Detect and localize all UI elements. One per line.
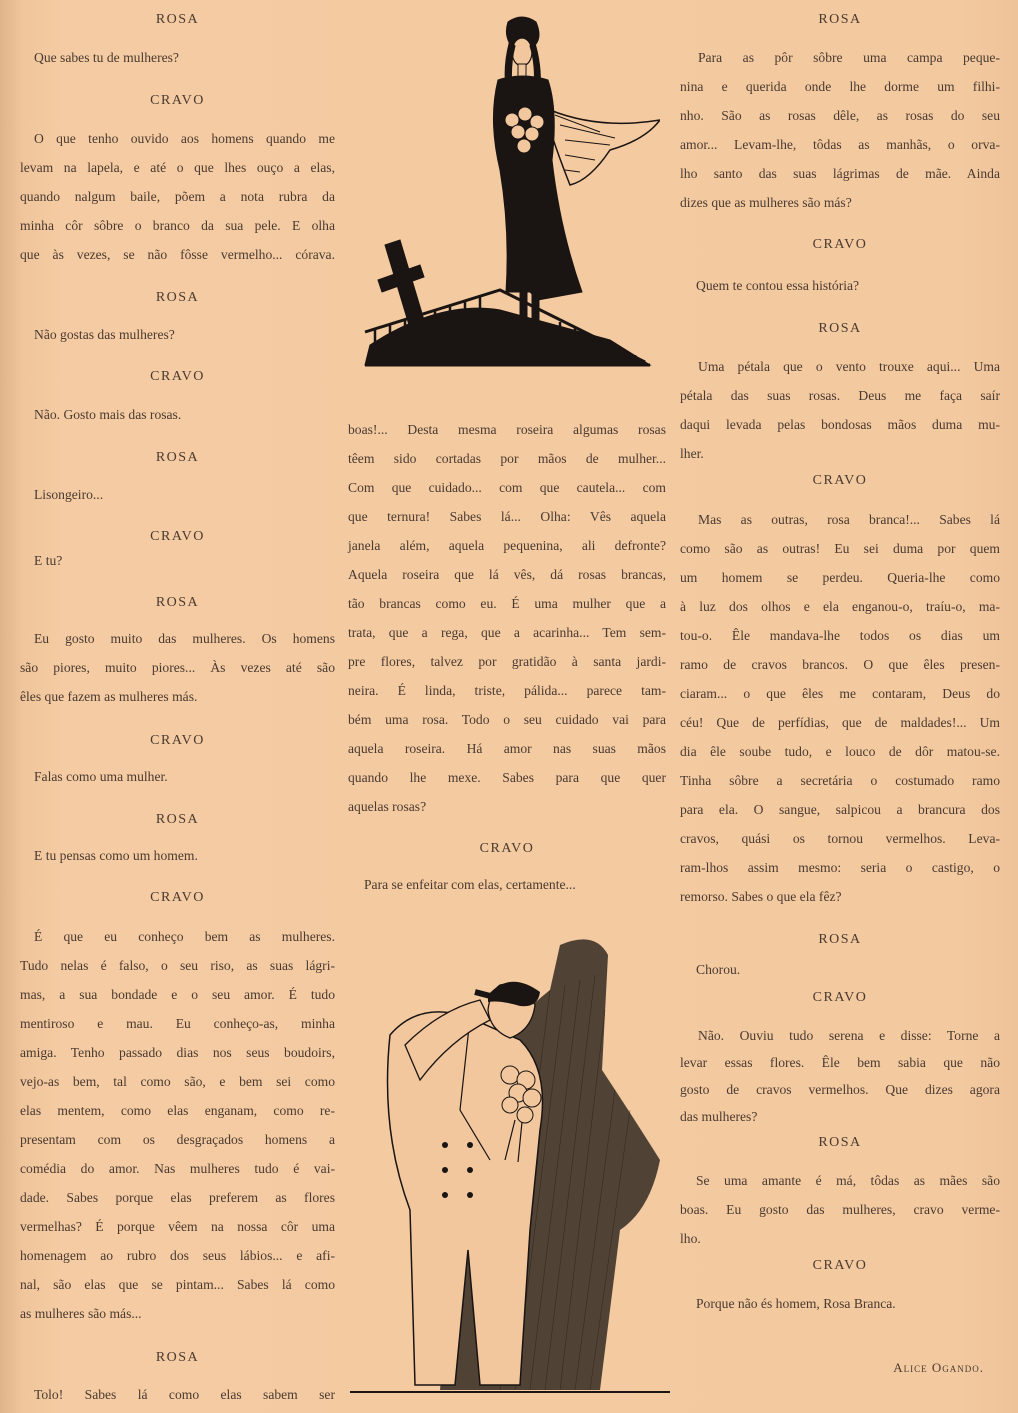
dialogue-line: É que eu conheço bem as mulheres. [34, 929, 335, 944]
dialogue-line: mentiroso e mau. Eu conheço-as, minha [20, 1016, 335, 1031]
speaker-label: ROSA [155, 1350, 200, 1365]
dialogue-line: céu! Que de perfídias, que de maldades!... Um [680, 715, 1000, 730]
dialogue-line: amor... Levam-lhe, tôdas as manhãs, o orva- [680, 137, 1000, 152]
dialogue-line: Falas como uma mulher. [34, 769, 168, 784]
dialogue-line: ramo de cravos brancos. O que êles presen- [680, 657, 1000, 672]
speaker-label: ROSA [155, 812, 200, 827]
dialogue-line: ciaram... o que êles me contaram, Deus do [680, 686, 1000, 701]
dialogue-line: presentam com os desgraçados homens a [20, 1132, 335, 1147]
dialogue-line: remorso. Sabes o que ela fêz? [680, 889, 842, 904]
speaker-label: CRAVO [812, 1258, 868, 1273]
illustration-woman-at-grave [360, 10, 660, 375]
dialogue-line: nal, são elas que se pintam... Sabes lá como [20, 1277, 335, 1292]
dialogue-line: quando nalgum baile, põem a nota rubra da [20, 189, 335, 204]
dialogue-line: E tu pensas como um homem. [34, 848, 198, 863]
dialogue-paragraph [680, 505, 1000, 911]
speaker-label: ROSA [818, 932, 862, 947]
dialogue-line: lho santo das suas lágrimas de mãe. Ainda [680, 166, 1000, 181]
dialogue-line: Mas as outras, rosa branca!... Sabes lá [698, 512, 1000, 527]
speaker-label: CRAVO [812, 237, 868, 252]
dialogue-line: dade. Sabes porque elas preferem as flores [20, 1190, 335, 1205]
dialogue-line: aquela roseira. Há amor nas suas mãos [348, 741, 666, 756]
dialogue-line: Chorou. [696, 962, 741, 977]
dialogue-line: como são as outras! Eu sei duma por quem [680, 541, 1000, 556]
dialogue-line: das mulheres? [680, 1109, 758, 1124]
dialogue-line: ram-lhos assim mesmo: seria o castigo, o [680, 860, 1000, 875]
dialogue-line: homenagem ao rubro dos seus lábios... e afi- [20, 1248, 335, 1263]
dialogue-line: vejo-as bem, tal como são, e bem sei como [20, 1074, 335, 1089]
dialogue-line: Para se enfeitar com elas, certamente... [364, 877, 576, 892]
speaker-label: ROSA [818, 1135, 862, 1150]
woman-at-grave-drawing [360, 10, 660, 375]
dialogue-line: tão brancas como eu. É uma mulher que a [348, 596, 666, 611]
dialogue-line: levam na lapela, e até o que lhes ouço a elas, [20, 160, 335, 175]
dialogue-line: são piores, muito piores... Às vezes até são [20, 660, 335, 675]
dialogue-line: quando lhe mexe. Sabes para que quer [348, 770, 666, 785]
dialogue-line: à luz dos olhos e ela enganou-o, traíu-o, ma- [680, 599, 1000, 614]
dialogue-line: Para as pôr sôbre uma campa peque- [698, 50, 1000, 65]
dialogue-line: Lisongeiro... [34, 487, 104, 502]
dialogue-line: dizes que as mulheres são más? [680, 195, 852, 210]
dialogue-paragraph [348, 415, 666, 821]
dialogue-line: Com que cuidado... com que cautela... com [348, 480, 666, 495]
dialogue-line: Porque não és homem, Rosa Branca. [696, 1296, 896, 1311]
dialogue-line: cravos, quási os tornou vermelhos. Leva- [680, 831, 1000, 846]
dialogue-line: levar essas flores. Êle bem sabia que não [680, 1055, 1000, 1070]
dialogue-line: lher. [680, 446, 704, 461]
speaker-label: ROSA [818, 12, 862, 27]
dialogue-line: minha côr sôbre o branco da sua pele. E olha [20, 218, 335, 233]
man-with-bouquet-drawing [350, 930, 670, 1400]
speaker-label: CRAVO [150, 93, 205, 108]
dialogue-line: Uma pétala que o vento trouxe aqui... Uma [698, 359, 1000, 374]
speaker-label: ROSA [818, 321, 862, 336]
speaker-label: ROSA [155, 450, 200, 465]
dialogue-line: neira. É linda, triste, pálida... parece tam- [348, 683, 666, 698]
dialogue-line: têem sido cortadas por mãos de mulher... [348, 451, 666, 466]
dialogue-line: um homem se perdeu. Queria-lhe como [680, 570, 1000, 585]
dialogue-paragraph [20, 922, 335, 1328]
dialogue-line: Se uma amante é má, tôdas as mães são [696, 1173, 1000, 1188]
dialogue-paragraph [680, 1022, 1000, 1130]
dialogue-line: Eu gosto muito das mulheres. Os homens [34, 631, 335, 646]
dialogue-line: nina e querida onde lhe dorme um filhi- [680, 79, 1000, 94]
speaker-label: CRAVO [150, 369, 205, 384]
speaker-label: CRAVO [150, 890, 205, 905]
speaker-label: ROSA [155, 290, 200, 305]
dialogue-line: janela além, aquela pequenina, ali defronte? [348, 538, 666, 553]
speaker-label: ROSA [155, 595, 200, 610]
dialogue-line: pétala das suas rosas. Deus me faça saír [680, 388, 1000, 403]
dialogue-line: O que tenho ouvido aos homens quando me [34, 131, 335, 146]
dialogue-line: mas, a sua bondade e o seu amor. É tudo [20, 987, 335, 1002]
illustration-man-with-bouquet [350, 930, 670, 1400]
speaker-label: CRAVO [812, 473, 868, 488]
dialogue-line: para ela. O sangue, salpicou a brancura dos [680, 802, 1000, 817]
dialogue-line: daqui levada pelas bondosas mãos duma mu- [680, 417, 1000, 432]
dialogue-line: boas!... Desta mesma roseira algumas rosas [348, 422, 666, 437]
dialogue-line: nho. São as rosas dêle, as rosas do seu [680, 108, 1000, 123]
dialogue-line: vermelhas? É porque vêem na nossa côr uma [20, 1219, 335, 1234]
dialogue-line: trata, que a rega, que a acarinha... Tem sem- [348, 625, 666, 640]
dialogue-paragraph [680, 1166, 1000, 1253]
dialogue-line: lho. [680, 1231, 701, 1246]
speaker-label: CRAVO [479, 841, 535, 856]
dialogue-line: Aquela roseira que lá vês, dá rosas brancas, [348, 567, 666, 582]
dialogue-line: êles que fazem as mulheres más. [20, 689, 198, 704]
dialogue-paragraph [20, 124, 335, 269]
speaker-label: CRAVO [812, 990, 868, 1005]
dialogue-line: Que sabes tu de mulheres? [34, 50, 179, 65]
dialogue-line: que às vezes, se não fôsse vermelho... córava. [20, 247, 335, 262]
dialogue-line: dia êle soube tudo, e louco de dôr matou-se. [680, 744, 1000, 759]
dialogue-paragraph [680, 43, 1000, 217]
dialogue-line: pre flores, talvez por gratidão à santa jardi- [348, 654, 666, 669]
dialogue-line: aquelas rosas? [348, 799, 427, 814]
speaker-label: ROSA [155, 12, 200, 27]
speaker-label: CRAVO [150, 529, 205, 544]
dialogue-line: Tudo nelas é falso, o seu riso, as suas lágri- [20, 958, 335, 973]
dialogue-line: boas. Eu gosto das mulheres, cravo verme- [680, 1202, 1000, 1217]
dialogue-line: Não gostas das mulheres? [34, 327, 175, 342]
dialogue-line: Tinha sôbre a secretária o costumado ramo [680, 773, 1000, 788]
dialogue-line: amiga. Tenho passado dias nos seus boudoirs, [20, 1045, 335, 1060]
speaker-label: CRAVO [150, 733, 205, 748]
dialogue-line: que ternura! Sabes lá... Olha: Vês aquela [348, 509, 666, 524]
dialogue-paragraph [680, 352, 1000, 468]
dialogue-line: Não. Gosto mais das rosas. [34, 407, 182, 422]
dialogue-line: gosto de cravos vermelhos. Que dizes agora [680, 1082, 1000, 1097]
dialogue-paragraph [20, 624, 335, 711]
dialogue-line: as mulheres são más... [20, 1306, 142, 1321]
dialogue-line: E tu? [34, 553, 63, 568]
dialogue-line: Tolo! Sabes lá como elas sabem ser [34, 1387, 335, 1402]
dialogue-line: Quem te contou essa história? [696, 278, 860, 293]
dialogue-line: tou-o. Êle mandava-lhe todos os dias um [680, 628, 1000, 643]
dialogue-line: bém uma rosa. Todo o seu cuidado vai para [348, 712, 666, 727]
dialogue-line: Não. Ouviu tudo serena e disse: Torne a [698, 1028, 1000, 1043]
author-signature: Alice Ogando. [893, 1360, 984, 1375]
dialogue-line: elas mentem, como elas enganam, como re- [20, 1103, 335, 1118]
dialogue-line: comédia do amor. Nas mulheres tudo é vai- [20, 1161, 335, 1176]
